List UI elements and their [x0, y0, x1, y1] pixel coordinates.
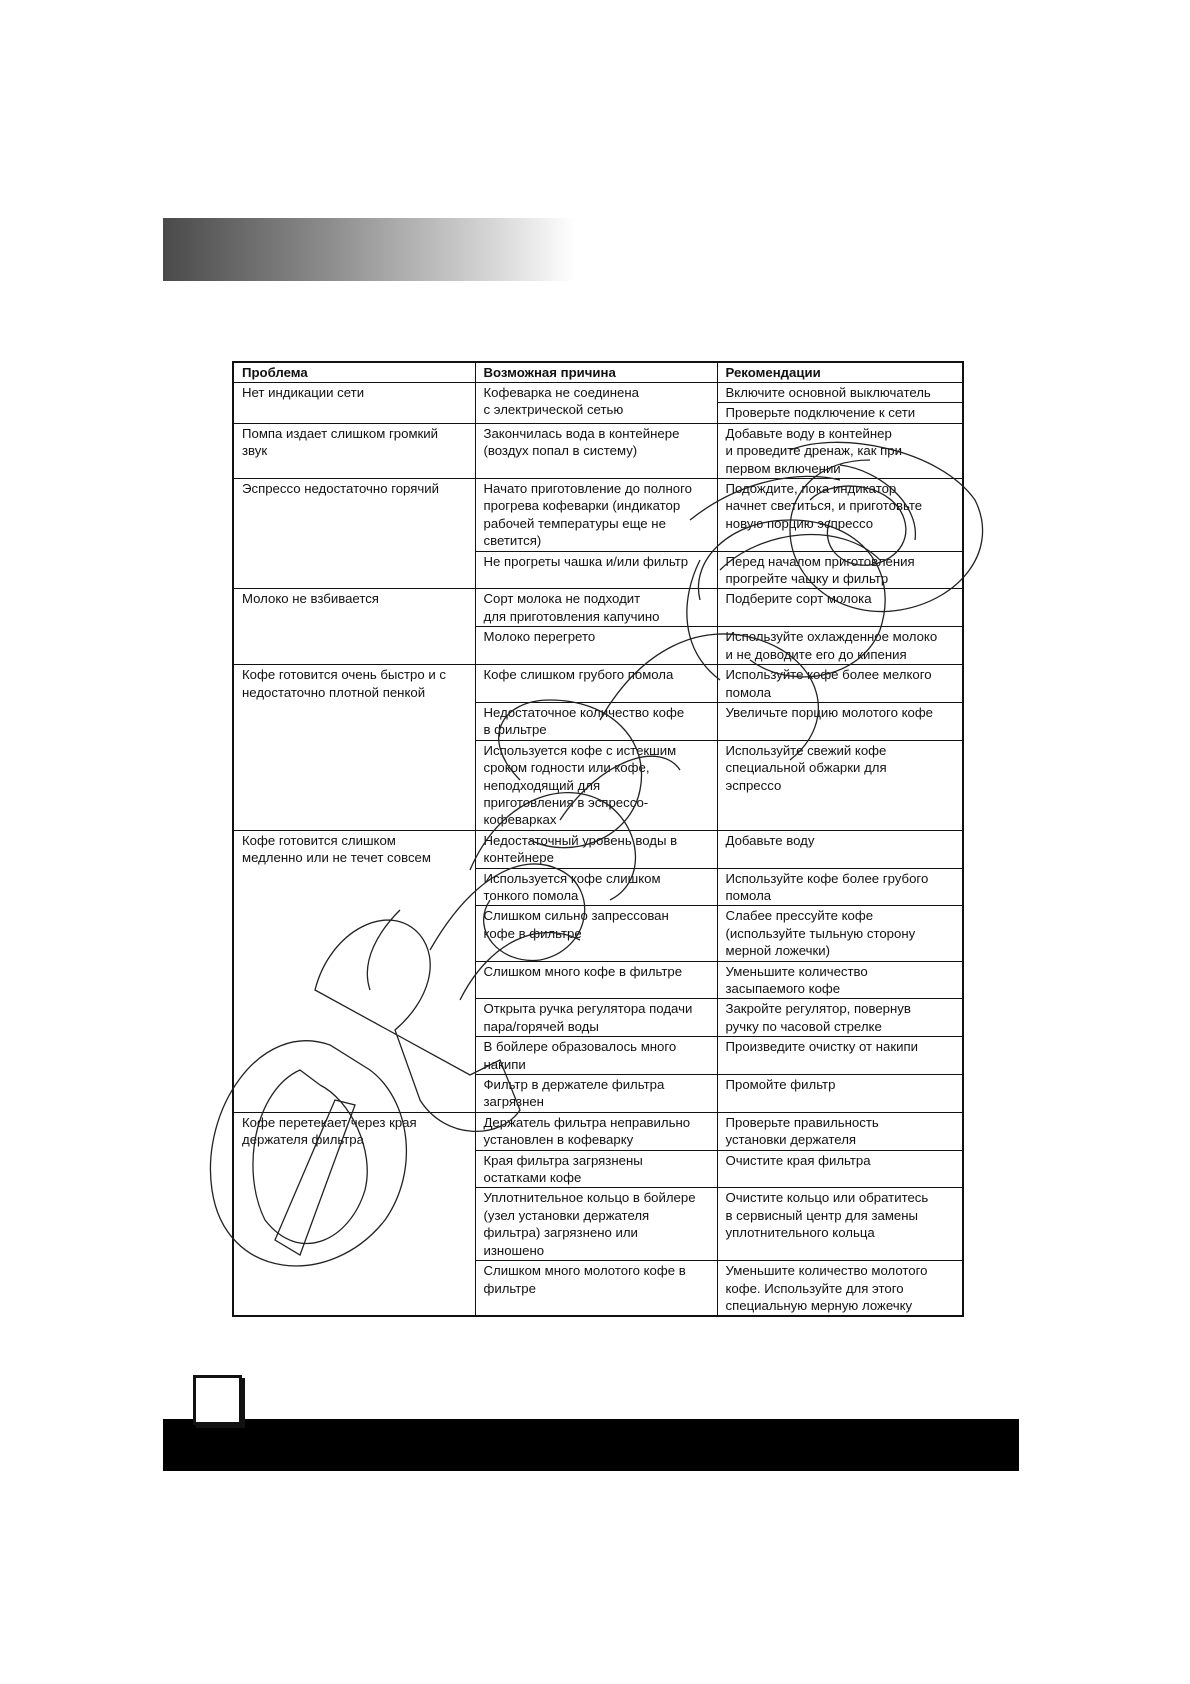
cause-cell: Слишком сильно запрессован кофе в фильтре — [475, 906, 717, 961]
table-row — [233, 479, 963, 552]
page-number-box — [193, 1375, 242, 1425]
problem-cell: Нет индикации сети — [233, 383, 475, 424]
table-row — [233, 423, 963, 478]
cause-cell: Используется кофе с истекшим сроком годности или кофе, неподходящий для приготовления в эспрессо- кофеварках — [475, 740, 717, 830]
problem-cell: Кофе перетекает через края держателя фильтра — [233, 1112, 475, 1316]
cause-cell: В бойлере образовалось много накипи — [475, 1037, 717, 1075]
recommendation-cell: Слабее прессуйте кофе (используйте тыльную сторону мерной ложечки) — [717, 906, 963, 961]
problem-cell: Кофе готовится очень быстро и с недостаточно плотной пенкой — [233, 665, 475, 831]
cause-cell: Недостаточный уровень воды в контейнере — [475, 830, 717, 868]
cause-cell: Уплотнительное кольцо в бойлере (узел установки держателя фильтра) загрязнено или изношено — [475, 1188, 717, 1261]
header-cause: Возможная причина — [475, 362, 717, 383]
cause-cell: Кофеварка не соединена с электрической сетью — [475, 383, 717, 424]
recommendation-cell: Уменьшите количество молотого кофе. Используйте для этого специальную мерную ложечку — [717, 1261, 963, 1317]
problem-cell: Молоко не взбивается — [233, 589, 475, 665]
recommendation-cell: Используйте кофе более грубого помола — [717, 868, 963, 906]
cause-cell: Используется кофе слишком тонкого помола — [475, 868, 717, 906]
recommendation-cell: Промойте фильтр — [717, 1075, 963, 1113]
cause-cell: Закончилась вода в контейнере (воздух попал в систему) — [475, 423, 717, 478]
table-row — [233, 830, 963, 868]
cause-cell: Сорт молока не подходит для приготовления капучино — [475, 589, 717, 627]
cause-cell: Фильтр в держателе фильтра загрязнен — [475, 1075, 717, 1113]
recommendation-cell: Закройте регулятор, повернув ручку по часовой стрелке — [717, 999, 963, 1037]
recommendation-cell: Включите основной выключатель — [717, 383, 963, 403]
recommendation-cell: Добавьте воду — [717, 830, 963, 868]
recommendation-cell: Проверьте правильность установки держателя — [717, 1112, 963, 1150]
problem-cell: Эспрессо недостаточно горячий — [233, 479, 475, 589]
recommendation-cell: Перед началом приготовления прогрейте чашку и фильтр — [717, 551, 963, 589]
problem-cell: Кофе готовится слишком медленно или не течет совсем — [233, 830, 475, 1112]
table-row — [233, 665, 963, 703]
recommendation-cell: Используйте свежий кофе специальной обжарки для эспрессо — [717, 740, 963, 830]
problem-cell: Помпа издает слишком громкий звук — [233, 423, 475, 478]
table-header-row — [233, 362, 963, 383]
table-row — [233, 1112, 963, 1150]
recommendation-cell: Подберите сорт молока — [717, 589, 963, 627]
cause-cell: Края фильтра загрязнены остатками кофе — [475, 1150, 717, 1188]
cause-cell: Начато приготовление до полного прогрева кофеварки (индикатор рабочей температуры еще не светится) — [475, 479, 717, 552]
table-row — [233, 589, 963, 627]
recommendation-cell: Увеличьте порцию молотого кофе — [717, 702, 963, 740]
table-row — [233, 383, 963, 403]
recommendation-cell: Добавьте воду в контейнер и проведите дренаж, как при первом включении — [717, 423, 963, 478]
cause-cell: Открыта ручка регулятора подачи пара/горячей воды — [475, 999, 717, 1037]
recommendation-cell: Используйте кофе более мелкого помола — [717, 665, 963, 703]
footer-black-band — [163, 1419, 1019, 1471]
recommendation-cell: Очистите края фильтра — [717, 1150, 963, 1188]
header-gradient-band — [163, 218, 575, 281]
header-problem: Проблема — [233, 362, 475, 383]
recommendation-cell: Произведите очистку от накипи — [717, 1037, 963, 1075]
troubleshooting-table — [232, 361, 964, 1317]
cause-cell: Кофе слишком грубого помола — [475, 665, 717, 703]
recommendation-cell: Проверьте подключение к сети — [717, 403, 963, 423]
cause-cell: Недостаточное количество кофе в фильтре — [475, 702, 717, 740]
troubleshooting-table-container — [232, 361, 962, 1317]
table-body — [233, 383, 963, 1317]
recommendation-cell: Очистите кольцо или обратитесь в сервисный центр для замены уплотнительного кольца — [717, 1188, 963, 1261]
recommendation-cell: Подождите, пока индикатор начнет светиться, и приготовьте новую порцию эспрессо — [717, 479, 963, 552]
cause-cell: Не прогреты чашка и/или фильтр — [475, 551, 717, 589]
header-recommendation: Рекомендации — [717, 362, 963, 383]
cause-cell: Слишком много молотого кофе в фильтре — [475, 1261, 717, 1317]
recommendation-cell: Используйте охлажденное молоко и не доводите его до кипения — [717, 627, 963, 665]
recommendation-cell: Уменьшите количество засыпаемого кофе — [717, 961, 963, 999]
cause-cell: Держатель фильтра неправильно установлен в кофеварку — [475, 1112, 717, 1150]
cause-cell: Слишком много кофе в фильтре — [475, 961, 717, 999]
cause-cell: Молоко перегрето — [475, 627, 717, 665]
